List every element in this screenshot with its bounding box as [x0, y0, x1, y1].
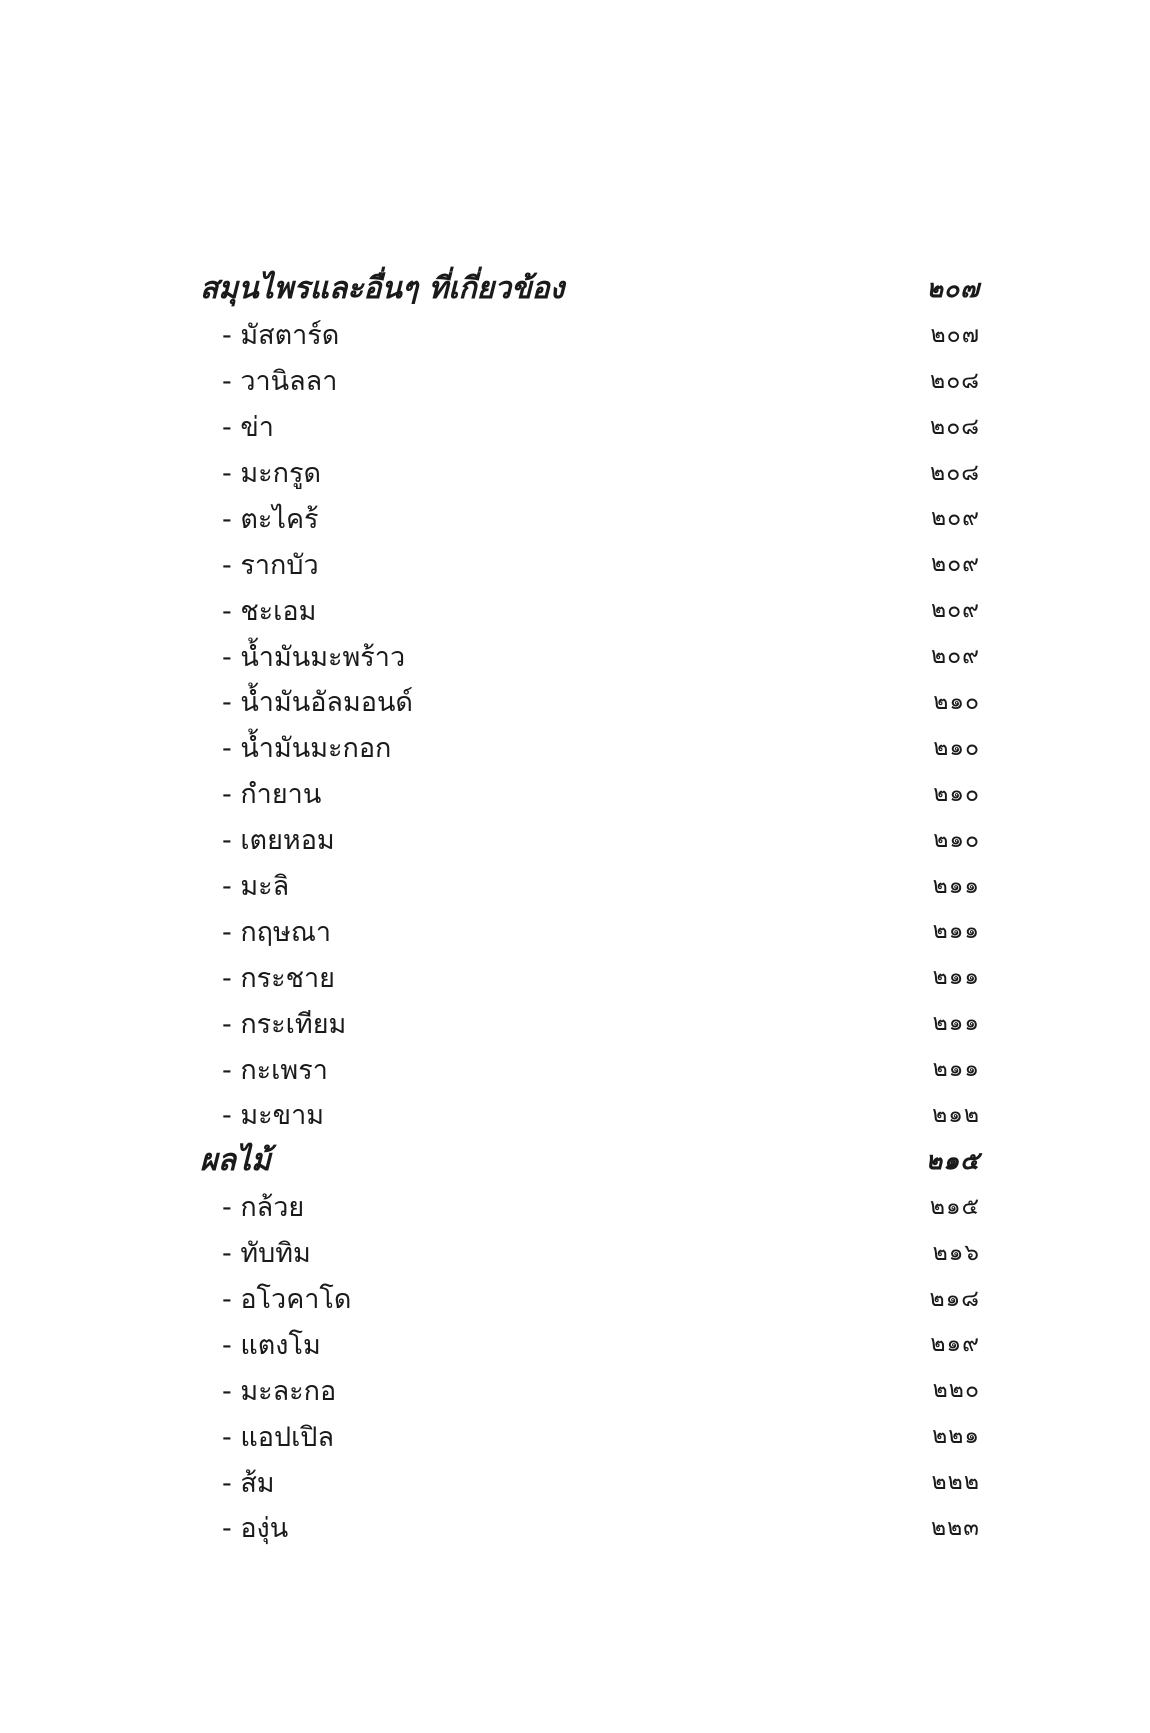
page-number: ๒๐๘: [930, 459, 980, 486]
list-item: [200, 587, 980, 633]
list-item: [200, 1000, 980, 1046]
entry-label: - ตะไคร้: [222, 503, 319, 535]
page-number: ๒๑๒: [932, 1101, 980, 1128]
entry-label: - อโวคาโด: [222, 1284, 352, 1316]
entry-label: - แอปเปิล: [222, 1421, 334, 1453]
entry-label: - กฤษณา: [222, 916, 332, 948]
list-item: [200, 1413, 980, 1459]
page-number: ๒๑๑: [932, 1056, 980, 1083]
page-number: ๒๑๐: [933, 780, 980, 807]
page-number: ๒๒๓: [930, 1514, 980, 1541]
list-item: [200, 1184, 980, 1230]
page-number: ๒๑๘: [929, 1285, 980, 1312]
entry-label: - กะเพรา: [222, 1054, 328, 1086]
list-item: [200, 1046, 980, 1092]
list-item: [200, 541, 980, 587]
entry-label: - ส้ม: [222, 1467, 275, 1499]
entry-label: - มะขาม: [222, 1100, 325, 1132]
page-number: ๒๒๑: [932, 1423, 980, 1450]
entry-label: - มัสตาร์ด: [222, 320, 340, 352]
entry-label: - วานิลลา: [222, 366, 338, 398]
list-item: [200, 679, 980, 725]
page-number: ๒๑๑: [932, 1010, 980, 1037]
list-item: [200, 817, 980, 863]
list-item: [200, 954, 980, 1000]
page-number: ๒๑๕: [925, 1145, 980, 1175]
page-number: ๒๒๐: [932, 1377, 980, 1404]
list-item: [200, 1230, 980, 1276]
list-item: [200, 1367, 980, 1413]
page-number: ๒๑๐: [933, 826, 980, 853]
entry-label: - มะละกอ: [222, 1375, 337, 1407]
page-number: ๒๐๗: [926, 273, 980, 303]
page-number: ๒๑๐: [933, 688, 980, 715]
list-item: [200, 450, 980, 496]
entry-label: - แตงโม: [222, 1329, 321, 1361]
entry-label: - ข่า: [222, 412, 274, 444]
page-number: ๒๑๑: [932, 918, 980, 945]
entry-label: - มะกรูด: [222, 458, 322, 489]
list-item: [200, 1459, 980, 1505]
page-number: ๒๐๗: [930, 321, 980, 348]
entry-label: - กำยาน: [222, 779, 322, 811]
list-item: [200, 358, 980, 404]
entry-label: - รากบัว: [222, 549, 319, 581]
page-number: ๒๑๕: [929, 1193, 980, 1220]
page-number: ๒๑๑: [932, 872, 980, 899]
page-number: ๒๐๙: [930, 643, 980, 670]
page-number: ๒๐๙: [930, 505, 980, 532]
entry-label: - มะลิ: [222, 871, 290, 903]
page-number: ๒๐๘: [930, 367, 980, 394]
page-number: ๒๑๖: [932, 1239, 980, 1266]
entry-label: - กล้วย: [222, 1192, 305, 1224]
list-item: [200, 771, 980, 817]
entry-label: - กระเทียม: [222, 1008, 347, 1040]
page-number: ๒๒๒: [931, 1469, 980, 1496]
list-item: [200, 312, 980, 358]
section-heading: [200, 266, 980, 312]
entry-label: - ชะเอม: [222, 595, 317, 627]
section-title: ผลไม้: [200, 1143, 271, 1179]
entry-label: - องุ่น: [222, 1513, 289, 1545]
page-number: ๒๐๙: [930, 597, 980, 624]
list-item: [200, 495, 980, 541]
page-number: ๒๐๘: [930, 413, 980, 440]
list-item: [200, 1321, 980, 1367]
entry-label: - เตยหอม: [222, 825, 335, 857]
entry-label: - น้ำมันอัลมอนด์: [222, 687, 413, 719]
page-number: ๒๑๙: [930, 1331, 980, 1358]
entry-label: - น้ำมันมะกอก: [222, 733, 392, 765]
list-item: [200, 1092, 980, 1138]
page-number: ๒๑๐: [933, 734, 980, 761]
entry-label: - ทับทิม: [222, 1238, 311, 1270]
list-item: [200, 1276, 980, 1322]
list-item: [200, 1505, 980, 1551]
page-number: ๒๑๑: [932, 964, 980, 991]
entry-label: - กระชาย: [222, 962, 335, 994]
list-item: [200, 725, 980, 771]
list-item: [200, 863, 980, 909]
list-item: [200, 633, 980, 679]
list-item: [200, 908, 980, 954]
section-title: สมุนไพรและอื่นๆ ที่เกี่ยวข้อง: [200, 271, 565, 307]
page-number: ๒๐๙: [930, 551, 980, 578]
table-of-contents: [200, 266, 980, 1551]
section-heading: [200, 1138, 980, 1184]
entry-label: - น้ำมันมะพร้าว: [222, 641, 406, 673]
list-item: [200, 404, 980, 450]
